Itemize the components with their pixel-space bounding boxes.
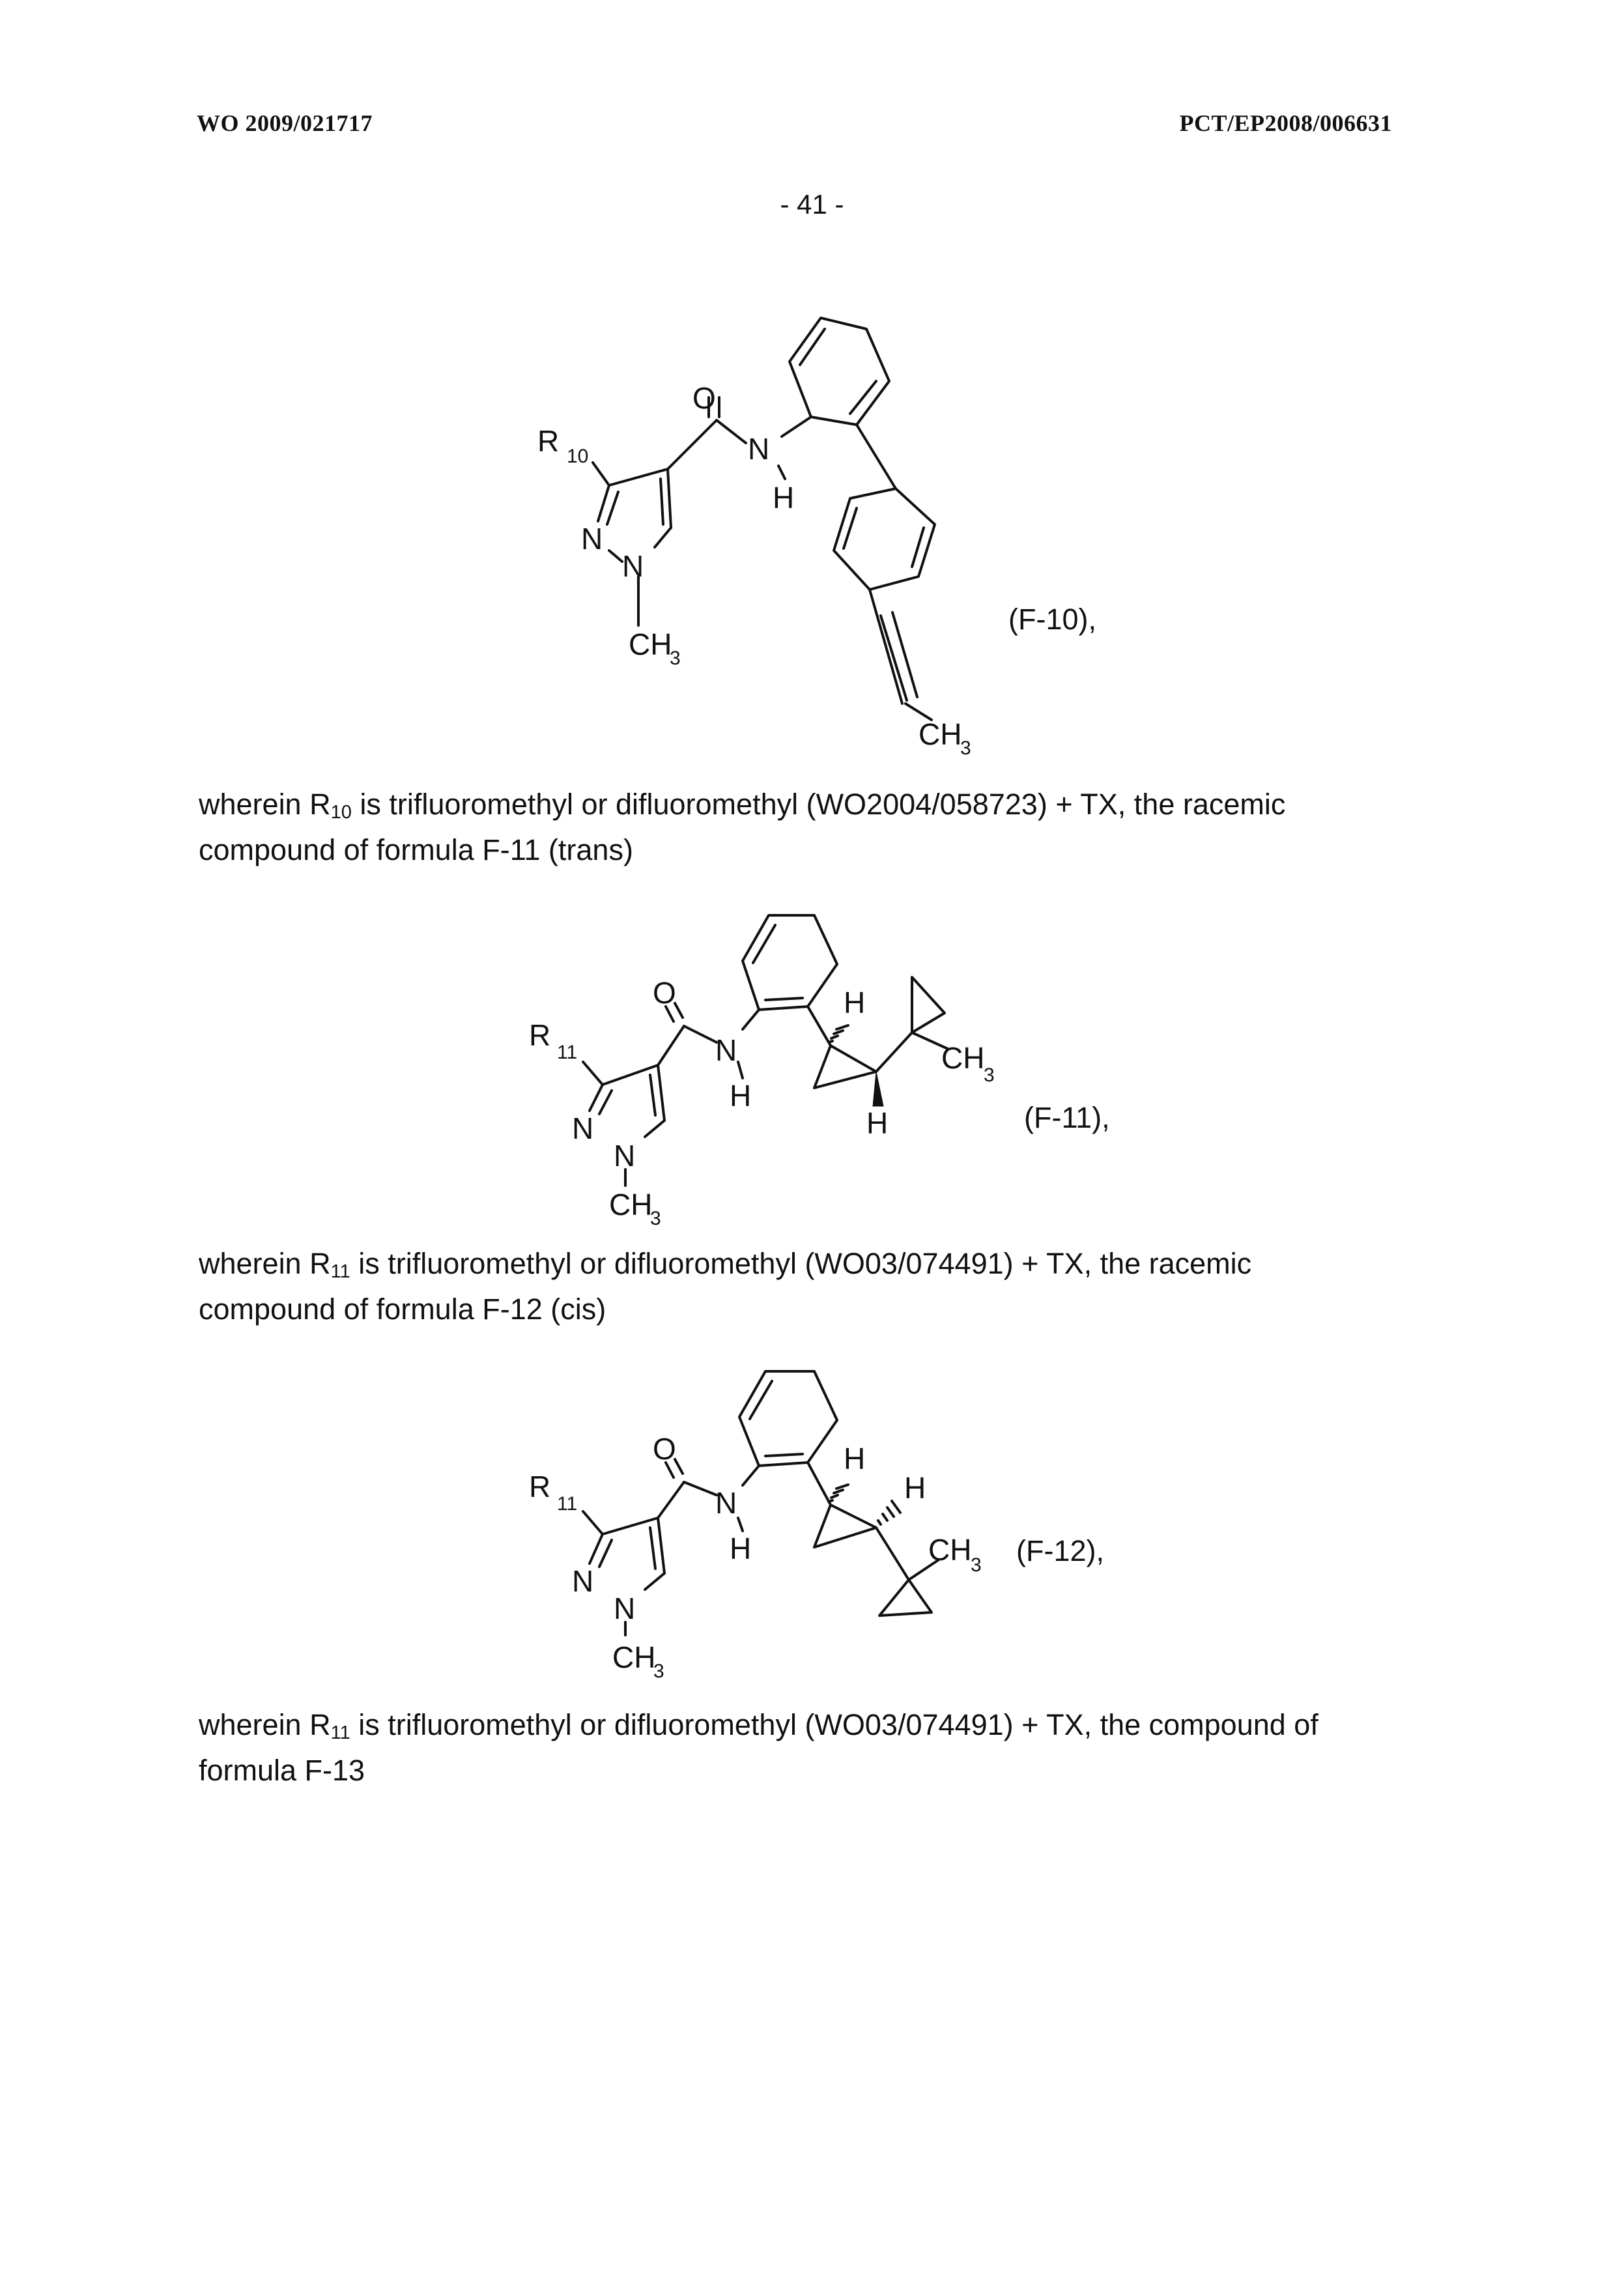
benzene-ring xyxy=(790,318,889,425)
paragraph-line: formula F-13 xyxy=(199,1754,365,1787)
text: is trifluoromethyl or difluoromethyl (WO03/074491) + TX, the racemic xyxy=(350,1247,1252,1280)
hash-bond xyxy=(831,1036,838,1038)
atom-r: R xyxy=(537,424,560,458)
text: wherein R xyxy=(199,1247,331,1280)
text: is trifluoromethyl or difluoromethyl (WO03/074491) + TX, the compound of xyxy=(350,1708,1318,1741)
structure-f11 xyxy=(0,899,1624,1251)
atom-r: R xyxy=(529,1018,551,1052)
bond xyxy=(583,1511,603,1534)
bond xyxy=(876,1528,909,1580)
atom-h-top: H xyxy=(844,1442,866,1476)
formula-label-f12: (F-12), xyxy=(1016,1534,1104,1567)
bond xyxy=(599,1540,612,1567)
bond xyxy=(658,1482,684,1518)
bond xyxy=(661,479,663,524)
atom-n-pyrazole-2: N xyxy=(622,549,644,583)
paragraph-r11-definition-cis xyxy=(199,1702,1436,1793)
structure-f10 xyxy=(0,313,1624,782)
bond xyxy=(782,417,811,436)
bond xyxy=(808,1463,831,1505)
bond xyxy=(808,1006,831,1046)
hash-bond xyxy=(878,1520,881,1524)
hash-bond xyxy=(883,1514,887,1520)
atom-n: N xyxy=(715,1486,737,1520)
atom-o: O xyxy=(692,381,716,415)
bond xyxy=(668,469,671,528)
atom-cyclopropyl-ch3-subscript: 3 xyxy=(971,1554,982,1576)
bond xyxy=(645,1573,664,1590)
bond xyxy=(590,1534,603,1563)
paragraph-line xyxy=(199,1702,1436,1748)
atom-h: H xyxy=(730,1532,752,1565)
bond xyxy=(598,485,609,521)
atom-n: N xyxy=(748,432,770,466)
atom-r-subscript: 11 xyxy=(557,1493,578,1515)
atom-n: N xyxy=(715,1033,737,1067)
benzene-ring xyxy=(743,915,837,1010)
subscript: 11 xyxy=(330,1722,350,1743)
text: wherein R xyxy=(199,1708,331,1741)
bond xyxy=(668,420,717,469)
bond xyxy=(800,329,825,365)
formula-label-f11: (F-11), xyxy=(1024,1101,1110,1134)
hash-bond xyxy=(834,1031,843,1034)
atom-o: O xyxy=(653,976,676,1010)
bond xyxy=(658,1065,664,1121)
bond xyxy=(599,1091,612,1114)
atom-h: H xyxy=(773,481,795,515)
atom-n-pyrazole-2: N xyxy=(614,1592,636,1625)
bond xyxy=(850,381,876,414)
paragraph-line xyxy=(199,1241,1436,1287)
bond xyxy=(743,1010,759,1029)
atom-ch3-subscript: 3 xyxy=(670,648,681,669)
bond xyxy=(765,998,803,1000)
atom-cyclopropyl-ch3: CH xyxy=(941,1041,985,1075)
atom-alkyne-ch3: CH xyxy=(919,717,962,751)
atom-ch3: CH xyxy=(629,627,672,661)
bond xyxy=(738,1518,743,1531)
text: is trifluoromethyl or difluoromethyl (WO2004/058723) + TX, the racemic xyxy=(351,788,1286,821)
atom-n-pyrazole-1: N xyxy=(581,522,603,556)
header-application-number: PCT/EP2008/006631 xyxy=(1179,110,1392,136)
atom-r-subscript: 11 xyxy=(557,1042,578,1063)
hash-bond xyxy=(836,1025,848,1029)
cyclopropane-ring xyxy=(879,1580,932,1616)
bond xyxy=(645,1121,664,1137)
bond xyxy=(857,425,896,489)
atom-h-right: H xyxy=(904,1471,926,1505)
atom-n-pyrazole-1: N xyxy=(572,1111,594,1145)
bond xyxy=(650,1528,655,1569)
atom-ch3-subscript: 3 xyxy=(653,1661,664,1682)
bond xyxy=(675,1459,683,1474)
bond xyxy=(876,1033,912,1072)
bond xyxy=(675,1003,683,1018)
subscript: 11 xyxy=(330,1261,350,1282)
cyclopropane-ring xyxy=(814,1046,876,1088)
bond xyxy=(609,550,622,562)
bond xyxy=(912,528,924,567)
header-publication-number: WO 2009/021717 xyxy=(197,110,373,136)
structure-f12 xyxy=(0,1355,1624,1707)
bond xyxy=(778,466,785,479)
hash-bond xyxy=(887,1507,894,1517)
atom-ch3: CH xyxy=(609,1188,653,1221)
bond xyxy=(658,1518,664,1573)
formula-label-f10: (F-10), xyxy=(1008,603,1096,636)
atom-ch3-subscript: 3 xyxy=(650,1208,661,1229)
bond xyxy=(717,420,746,443)
atom-h-top: H xyxy=(844,986,866,1020)
bond xyxy=(738,1062,743,1078)
atom-r: R xyxy=(529,1470,551,1504)
bond xyxy=(583,1062,603,1085)
atom-ch3: CH xyxy=(612,1640,656,1674)
page-number: - 41 - xyxy=(780,189,844,220)
atom-h: H xyxy=(730,1079,752,1113)
hash-bond xyxy=(831,1495,838,1498)
paragraph-line: compound of formula F-11 (trans) xyxy=(199,833,633,866)
atom-r-subscript: 10 xyxy=(567,446,589,467)
hash-bond xyxy=(892,1501,900,1513)
hash-bond xyxy=(834,1490,843,1493)
bond xyxy=(750,1381,772,1419)
paragraph-r11-definition-trans xyxy=(199,1241,1436,1332)
bond xyxy=(684,1482,717,1495)
atom-cyclopropyl-ch3: CH xyxy=(928,1533,972,1567)
subscript: 10 xyxy=(330,802,352,823)
bond xyxy=(684,1026,717,1042)
text: wherein R xyxy=(199,788,331,821)
bond xyxy=(590,1085,603,1111)
bond xyxy=(870,590,902,704)
atom-n-pyrazole-1: N xyxy=(572,1564,594,1598)
bond xyxy=(609,469,668,485)
bond xyxy=(655,528,671,547)
bond xyxy=(765,1454,803,1456)
cyclopropane-ring xyxy=(912,977,945,1033)
hash-bond xyxy=(829,1041,833,1042)
atom-cyclopropyl-ch3-subscript: 3 xyxy=(984,1064,995,1086)
bond xyxy=(753,925,775,963)
paragraph-line xyxy=(199,782,1436,827)
bond xyxy=(650,1075,655,1115)
atom-o: O xyxy=(653,1432,676,1466)
paragraph-line: compound of formula F-12 (cis) xyxy=(199,1292,606,1326)
bond xyxy=(881,616,907,700)
atom-n-pyrazole-2: N xyxy=(614,1139,636,1173)
wedge-bond xyxy=(873,1072,883,1106)
hash-bond xyxy=(836,1485,848,1489)
hash-bond xyxy=(829,1500,833,1502)
paragraph-r10-definition xyxy=(199,782,1436,873)
bond xyxy=(658,1026,684,1065)
benzene-ring xyxy=(739,1371,837,1466)
bond xyxy=(607,492,618,524)
bond xyxy=(593,463,609,485)
atom-h-bottom: H xyxy=(866,1106,889,1140)
atom-alkyne-ch3-subscript: 3 xyxy=(960,737,971,759)
bond xyxy=(743,1466,759,1485)
cyclopropane-ring xyxy=(814,1505,876,1547)
